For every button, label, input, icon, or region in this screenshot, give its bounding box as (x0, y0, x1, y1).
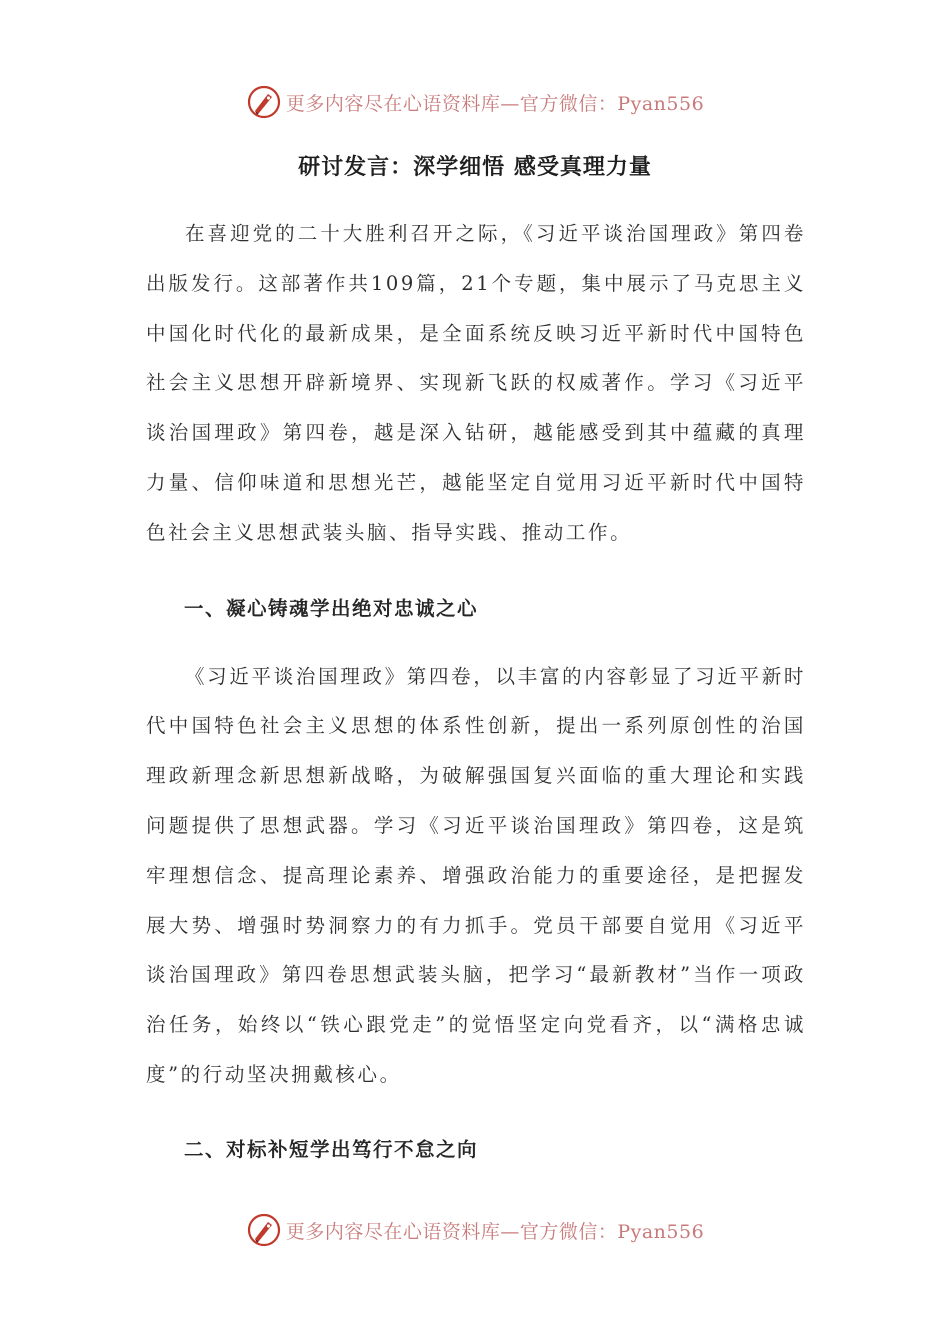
pen-nib-logo-icon (246, 84, 282, 120)
section-2-heading: 二、对标补短学出笃行不怠之向 (184, 1137, 479, 1161)
section-1-heading: 一、凝心铸魂学出绝对忠诚之心 (184, 596, 479, 620)
document-body (146, 209, 806, 1165)
watermark-text: 更多内容尽在心语资料库—官方微信：Pyan556 (285, 1220, 705, 1243)
header-watermark-banner (0, 82, 950, 122)
intro-paragraph: 在喜迎党的二十大胜利召开之际，《习近平谈治国理政》第四卷出版发行。这部著作共109篇，21个专题，集中展示了马克思主义中国化时代化的最新成果，是全面系统反映习近平新时代中国特色社会主义思想开辟新境界、实现新飞跃的权威著作。学习《习近平谈治国理政》第四卷，越是深入钻研，越能感受到其中蕴藏的真理力量、信仰味道和思想光芒，越能坚定自觉用习近平新时代中国特色社会主义思想武装头脑、指导实践、推动工作。 (146, 222, 806, 544)
section-1-paragraph: 《习近平谈治国理政》第四卷，以丰富的内容彰显了习近平新时代中国特色社会主义思想的体系性创新，提出一系列原创性的治国理政新理念新思想新战略，为破解强国复兴面临的重大理论和实践问题提供了思想武器。学习《习近平谈治国理政》第四卷，这是筑牢理想信念、提高理论素养、增强政治能力的重要途径，是把握发展大势、增强时势洞察力的有力抓手。党员干部要自觉用《习近平谈治国理政》第四卷思想武装头脑，把学习“最新教材”当作一项政治任务，始终以“铁心跟党走”的觉悟坚定向党看齐，以“满格忠诚度”的行动坚决拥戴核心。 (146, 664, 806, 1086)
page-title: 研讨发言：深学细悟 感受真理力量 (298, 155, 652, 180)
footer-watermark-banner (0, 1210, 950, 1250)
watermark-text: 更多内容尽在心语资料库—官方微信：Pyan556 (285, 92, 705, 115)
pen-nib-logo-icon (246, 1212, 282, 1248)
